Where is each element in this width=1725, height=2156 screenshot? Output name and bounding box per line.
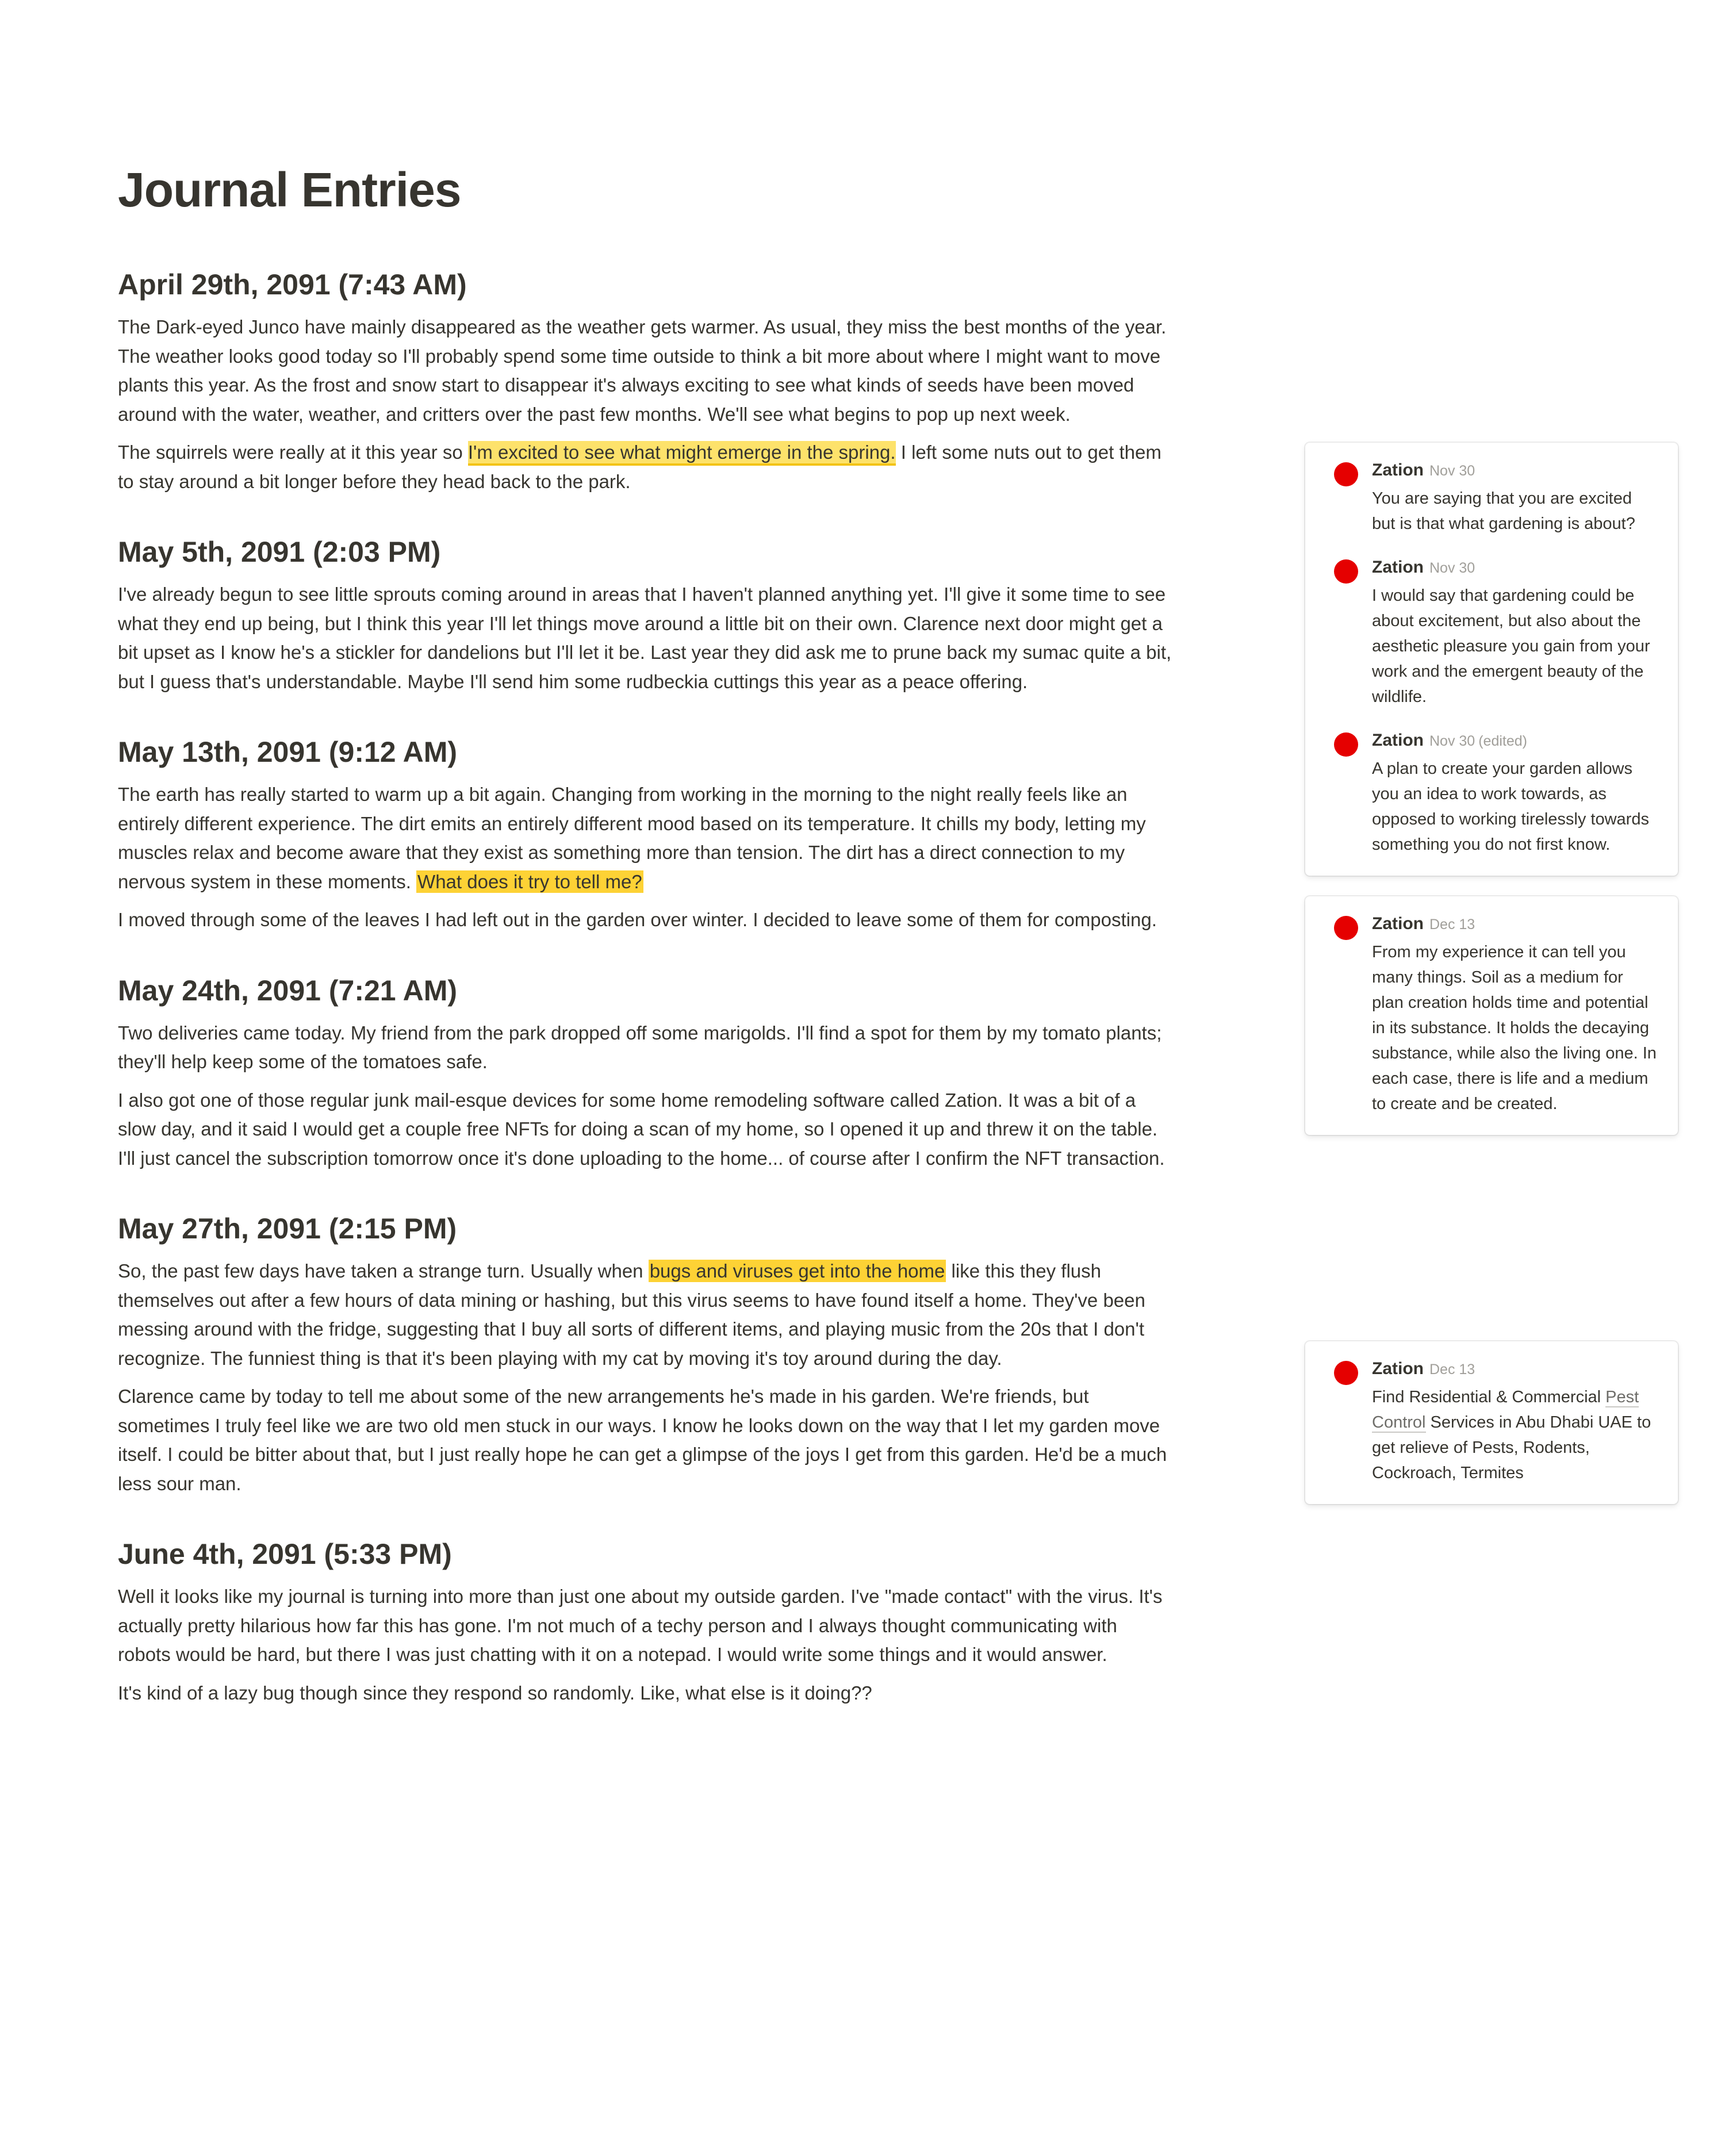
journal-page [118,155,1173,1743]
comment [1320,458,1658,536]
paragraph-text: I left some nuts out to get them to stay around a bit longer before they head back to the park. [118,442,1162,492]
entry-paragraph: I also got one of those regular junk mail-esque devices for some home remodeling software called Zation. It was a bit of a slow day, and it said I would get a couple free NFTs for doing a scan of my home, so I opened it up and threw it on the table. I'll just cancel the subscription tomorrow once it's done uploading to the home... of course after I confirm the NFT transaction. [118,1089,1165,1169]
comment-time: Nov 30 [1429,733,1475,749]
comment-text: Find Residential & Commercial [1372,1388,1606,1406]
paragraph-text: The squirrels were really at it this year so [118,442,468,463]
entry-date: May 5th, 2091 (2:03 PM) [118,536,441,568]
journal-entry [118,532,1173,696]
journal-entry [118,732,1173,935]
comment-thread[interactable] [1305,443,1678,876]
comment-time: Dec 13 [1429,1361,1475,1378]
entry-paragraph: Clarence came by today to tell me about some of the new arrangements he's made in his garden. We're friends, but sometimes I truly feel like we are two old men stuck in our ways. I know he looks down on the way that I let my garden move itself. I could be bitter about that, but I just really hope he can get a glimpse of the joys I get from this garden. He'd be a much less sour man. [118,1386,1167,1494]
highlighted-comment-anchor[interactable]: I'm excited to see what might emerge in the spring. [468,441,896,466]
comment [1320,911,1658,1117]
comment [1320,555,1658,709]
comment [1320,1356,1658,1486]
entry-date: May 24th, 2091 (7:21 AM) [118,974,458,1007]
comment-author: Zation [1372,558,1424,577]
entry-date: April 29th, 2091 (7:43 AM) [118,268,467,301]
entry-paragraph: Two deliveries came today. My friend from the park dropped off some marigolds. I'll find a spot for them by my tomato plants; they'll help keep some of the tomatoes safe. [118,1022,1162,1072]
comment-time: Nov 30 [1429,463,1475,479]
entry-date: May 27th, 2091 (2:15 PM) [118,1213,457,1245]
entry-date: June 4th, 2091 (5:33 PM) [118,1538,452,1570]
entry-paragraph: Well it looks like my journal is turning into more than just one about my outside garden. I've "made contact" with the virus. It's actually pretty hilarious how far this has gone. I'm not much of a techy person and I always thought communicating with robots would be hard, but there I was just chatting with it on a notepad. I would write some things and it would answer. [118,1586,1163,1665]
comment-text: Services in Abu Dhabi UAE to get relieve of Pests, Rodents, Cockroach, Termites [1372,1413,1651,1482]
journal-entry [118,264,1173,496]
paragraph-text: So, the past few days have taken a strange turn. Usually when [118,1260,649,1282]
entry-paragraph [118,438,1173,496]
comment-author: Zation [1372,461,1424,479]
comment-author: Zation [1372,1359,1424,1378]
comment-author: Zation [1372,731,1424,750]
comment-time: Nov 30 [1429,560,1475,576]
page-title: Journal Entries [118,163,461,217]
paragraph-text: like this they flush themselves out after a few hours of data mining or hashing, but this virus seems to have found itself a home. They've been messing around with the fridge, suggesting that I buy all sorts of different items, and playing music from the 20s that I don't recognize. The funniest thing is that it's been playing with my cat by moving it's toy around during the day. [118,1260,1145,1369]
highlighted-comment-anchor[interactable]: What does it try to tell me? [417,870,642,892]
entry-paragraph: I moved through some of the leaves I had left out in the garden over winter. I decided to leave some of them for composting. [118,909,1157,930]
comment-body: A plan to create your garden allows you an idea to work towards, as opposed to working tirelessly towards something you do not first know. [1372,759,1649,854]
avatar [1334,1361,1358,1385]
journal-entry [118,1534,1173,1708]
pest-control-link[interactable]: Pest Control [1372,1388,1639,1432]
paragraph-text: The earth has really started to warm up a bit again. Changing from working in the morning to the night really feels like an entirely different experience. The dirt emits an entirely different mood based on its temperature. It chills my body, letting my muscles relax and become aware that they exist as something more than tension. The dirt has a direct connection to my nervous system in these moments. [118,784,1146,892]
journal-entry [118,1209,1173,1498]
entry-date: May 13th, 2091 (9:12 AM) [118,736,458,768]
avatar [1334,732,1358,757]
comment-edited-label: (edited) [1478,733,1527,749]
entry-paragraph [118,1257,1173,1373]
journal-entry [118,970,1173,1173]
comment-time: Dec 13 [1429,916,1475,933]
avatar [1334,462,1358,486]
comment [1320,728,1658,857]
comment-thread[interactable] [1305,896,1678,1135]
entry-paragraph: The Dark-eyed Junco have mainly disappeared as the weather gets warmer. As usual, they miss the best months of the year. The weather looks good today so I'll probably spend some time outside to think a bit more about where I might want to move plants this year. As the frost and snow start to disappear it's always exciting to see what kinds of seeds have been moved around with the water, weather, and critters over the past few months. We'll see what begins to pop up next week. [118,316,1167,425]
comment-body: You are saying that you are excited but is that what gardening is about? [1372,489,1635,533]
comment-body [1372,1384,1658,1486]
entry-paragraph: I've already begun to see little sprouts coming around in areas that I haven't planned anything yet. I'll give it some time to see what they end up being, but I think this year I'll let things move around a little bit on their own. Clarence next door might get a bit upset as I know he's a stickler for dandelions but I'll let it be. Last year they did ask me to prune back my sumac quite a bit, but I guess that's understandable. Maybe I'll send him some rudbeckia cuttings this year as a peace offering. [118,584,1172,692]
comment-author: Zation [1372,914,1424,933]
comment-thread[interactable] [1305,1341,1678,1504]
entry-paragraph [118,780,1173,896]
highlighted-comment-anchor[interactable]: bugs and viruses get into the home [649,1260,945,1282]
entry-paragraph: It's kind of a lazy bug though since they respond so randomly. Like, what else is it doing?? [118,1682,872,1704]
comment-body: From my experience it can tell you many things. Soil as a medium for plan creation holds time and potential in its substance. It holds the decaying substance, while also the living one. In each case, there is life and a medium to create and be created. [1372,943,1657,1113]
comment-body: I would say that gardening could be about excitement, but also about the aesthetic pleasure you gain from your work and the emergent beauty of the wildlife. [1372,586,1650,706]
avatar [1334,559,1358,584]
avatar [1334,916,1358,940]
